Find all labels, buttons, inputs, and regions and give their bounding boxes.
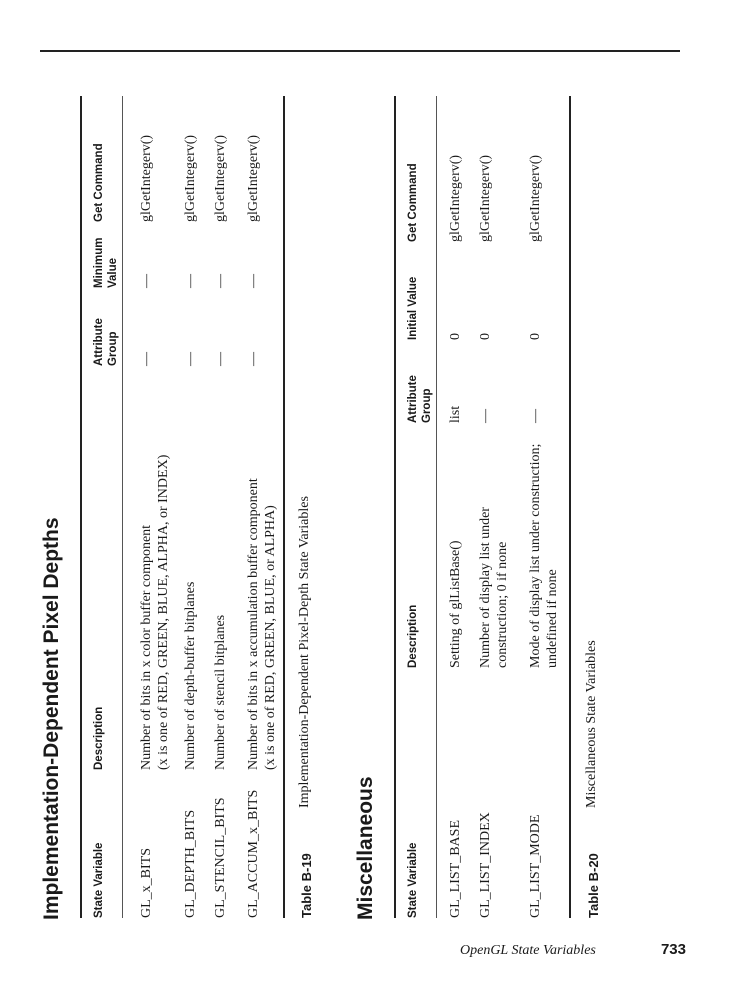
table-b19-header-minimum-value: Minimum Value [93, 237, 119, 288]
table-b19-header-state-variable: State Variable [93, 842, 105, 918]
table-b19-row-2-get-command: glGetIntegerv() [213, 134, 228, 222]
table-b20-row-1-get-command: glGetIntegerv() [478, 154, 493, 242]
table-b20-row-1-initial: 0 [478, 333, 493, 340]
table-b19-row-1-get-command: glGetIntegerv() [183, 134, 198, 222]
table-b19-row-3-description-line-1: Number of bits in x accumulation buffer component [246, 478, 261, 770]
table-b20-row-1-description-line-1: Number of display list under [478, 507, 493, 668]
table-b20-row-2-group: — [528, 409, 543, 423]
table-b20-header-rule [436, 96, 437, 918]
table-b19-row-3-group: — [246, 352, 261, 366]
table-b19-row-2-description-line-1: Number of stencil bitplanes [213, 614, 228, 770]
table-b19-row-1-description-line-1: Number of depth-buffer bitplanes [183, 581, 198, 770]
table-b20-row-1-description-line-2: construction; 0 if none [495, 541, 510, 668]
table-b20-row-0-get-command: glGetIntegerv() [448, 154, 463, 242]
table-b20-header-description: Description [407, 604, 419, 668]
table-b19-row-1-minimum: — [183, 274, 198, 288]
table-b20-row-0-initial: 0 [448, 333, 463, 340]
table-b19-row-0-variable: GL_x_BITS [139, 848, 154, 918]
table-b19-row-0-get-command: glGetIntegerv() [139, 134, 154, 222]
table-b20-header-state-variable: State Variable [407, 842, 419, 918]
table-b19-row-2-variable: GL_STENCIL_BITS [213, 797, 228, 918]
table-b19-bottom-rule [283, 96, 285, 918]
table-b19-row-0-description-line-1: Number of bits in x color buffer component [139, 524, 154, 770]
table-b19-top-rule [80, 96, 82, 918]
table-b20-row-2-variable: GL_LIST_MODE [528, 814, 543, 918]
table-b19-row-2-group: — [213, 352, 228, 366]
table-b20-caption-number: Table B-20 [586, 853, 601, 918]
page-footer [430, 943, 690, 963]
table-b19-header-description: Description [93, 706, 105, 770]
table-b20-row-1-variable: GL_LIST_INDEX [478, 812, 493, 918]
table-b19-header-rule [122, 96, 123, 918]
table-b19-row-3-get-command: glGetIntegerv() [246, 134, 261, 222]
table-b20-row-2-description-line-1: Mode of display list under construction; [528, 443, 543, 668]
table-b20-bottom-rule [569, 96, 571, 918]
table-b20-header-initial-value: Initial Value [407, 276, 419, 340]
table-b19-row-0-group: — [139, 352, 154, 366]
table-b20-header-get-command: Get Command [407, 163, 419, 242]
table-b20-row-0-variable: GL_LIST_BASE [448, 820, 463, 918]
running-footer-title: OpenGL State Variables [460, 943, 596, 958]
table-b20-caption-text: Miscellaneous State Variables [584, 640, 599, 808]
table-b20-row-2-description-line-2: undefined if none [545, 569, 560, 668]
section-heading-pixel-depths: Implementation-Dependent Pixel Depths [40, 517, 63, 920]
table-b19-row-1-variable: GL_DEPTH_BITS [183, 809, 198, 918]
table-b19-caption-text: Implementation-Dependent Pixel-Depth State Variables [297, 496, 312, 808]
table-b19-header-attribute-group: Attribute Group [93, 318, 119, 366]
table-b20-top-rule [394, 96, 396, 918]
table-b20-header-attribute-group: Attribute Group [407, 375, 433, 423]
table-b19-row-3-minimum: — [246, 274, 261, 288]
table-b20-row-0-description-line-1: Setting of glListBase() [448, 540, 463, 668]
table-b19-caption-number: Table B-19 [299, 853, 314, 918]
table-b19-row-2-minimum: — [213, 274, 228, 288]
table-b19-row-0-minimum: — [139, 274, 154, 288]
table-b19-row-3-variable: GL_ACCUM_x_BITS [246, 789, 261, 918]
table-b19-header-get-command: Get Command [93, 143, 105, 222]
section-heading-miscellaneous: Miscellaneous [354, 776, 377, 920]
table-b20-row-0-group: list [448, 405, 463, 423]
table-b20-row-2-initial: 0 [528, 333, 543, 340]
table-b20-row-1-group: — [478, 409, 493, 423]
table-b20-row-2-get-command: glGetIntegerv() [528, 154, 543, 242]
table-b19-row-1-group: — [183, 352, 198, 366]
table-b19-row-3-description-line-2: (x is one of RED, GREEN, BLUE, or ALPHA) [263, 505, 278, 770]
table-b19-row-0-description-line-2: (x is one of RED, GREEN, BLUE, ALPHA, or INDEX) [156, 454, 171, 770]
page-number: 733 [660, 941, 686, 958]
